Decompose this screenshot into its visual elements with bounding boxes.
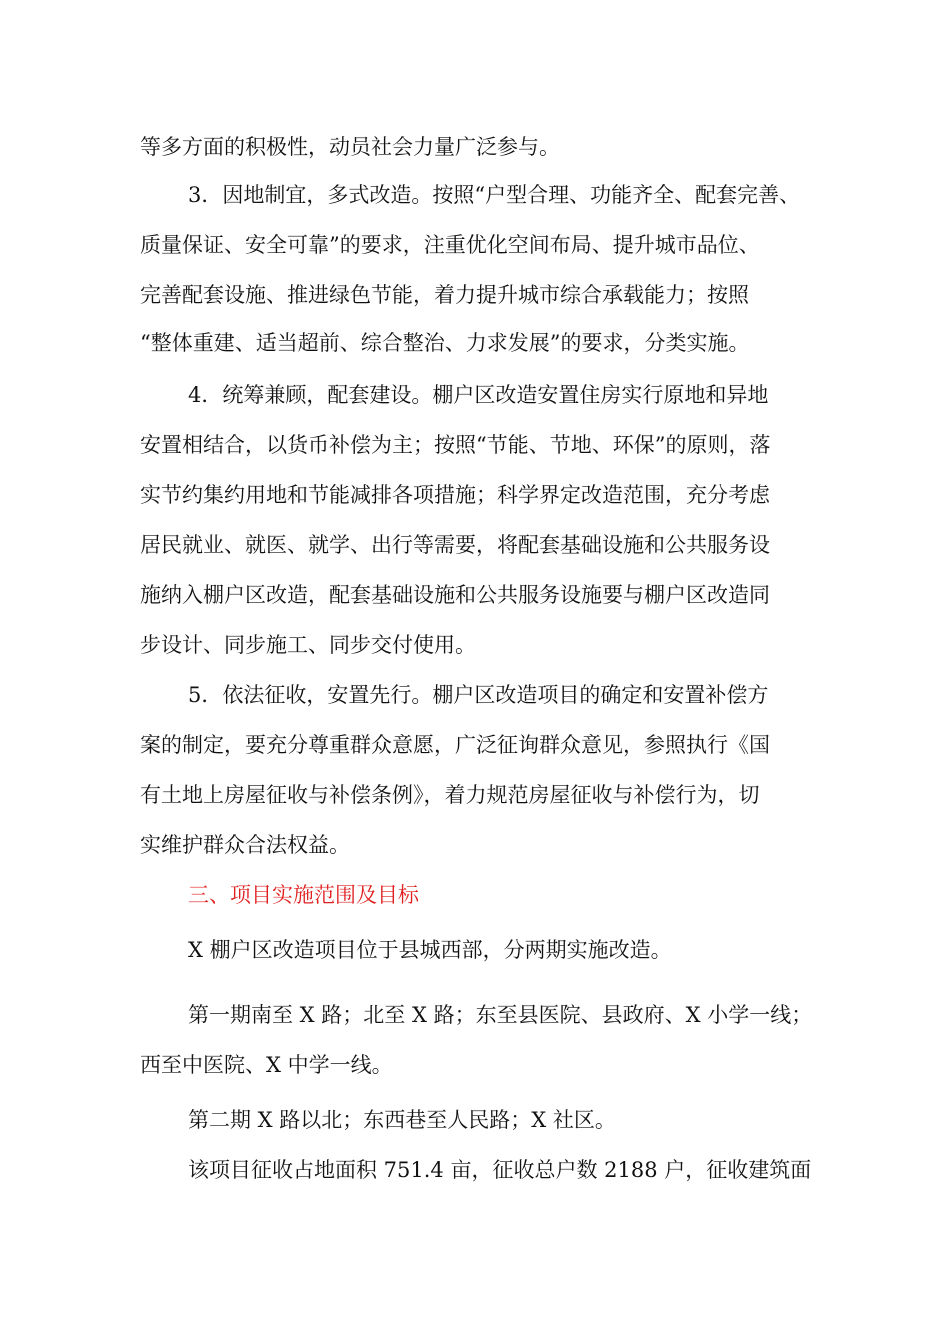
item-4-line: 实节约集约用地和节能减排各项措施；科学界定改造范围，充分考虑 (140, 483, 770, 507)
item-5-line: 案的制定，要充分尊重群众意愿，广泛征询群众意见，参照执行《国 (140, 733, 770, 757)
item-4-line: 居民就业、就医、就学、出行等需要，将配套基础设施和公共服务设 (140, 533, 770, 557)
item-3-line: “整体重建、适当超前、综合整治、力求发展”的要求，分类实施。 (140, 331, 750, 355)
project-area-line: 该项目征收占地面积 751.4 亩，征收总户数 2188 户，征收建筑面 (188, 1158, 812, 1182)
item-5-line: 有土地上房屋征收与补偿条例》，着力规范房屋征收与补偿行为，切 (140, 783, 760, 807)
item-5-line: 5．依法征收，安置先行。棚户区改造项目的确定和安置补偿方 (188, 683, 769, 707)
item-4-line: 4．统筹兼顾，配套建设。棚户区改造安置住房实行原地和异地 (188, 383, 769, 407)
item-3-line: 3．因地制宜，多式改造。按照“户型合理、功能齐全、配套完善、 (188, 183, 801, 207)
item-4-line: 步设计、同步施工、同步交付使用。 (140, 633, 476, 657)
phase-1-line: 第一期南至 X 路；北至 X 路；东至县医院、县政府、X 小学一线； (188, 1003, 813, 1027)
phase-1-line: 西至中医院、X 中学一线。 (140, 1053, 393, 1077)
item-4-line: 施纳入棚户区改造，配套基础设施和公共服务设施要与棚户区改造同 (140, 583, 770, 607)
item-5-line: 实维护群众合法权益。 (140, 833, 350, 857)
paragraph-line: 等多方面的积极性，动员社会力量广泛参与。 (140, 135, 560, 159)
section-heading: 三、项目实施范围及目标 (188, 883, 419, 907)
intro-line: X 棚户区改造项目位于县城西部，分两期实施改造。 (188, 938, 672, 962)
item-3-line: 完善配套设施、推进绿色节能，着力提升城市综合承载能力；按照 (140, 283, 749, 307)
item-4-line: 安置相结合，以货币补偿为主；按照“节能、节地、环保”的原则，落 (140, 433, 771, 457)
item-3-line: 质量保证、安全可靠”的要求，注重优化空间布局、提升城市品位、 (140, 233, 760, 257)
phase-2-line: 第二期 X 路以北；东西巷至人民路；X 社区。 (188, 1108, 616, 1132)
